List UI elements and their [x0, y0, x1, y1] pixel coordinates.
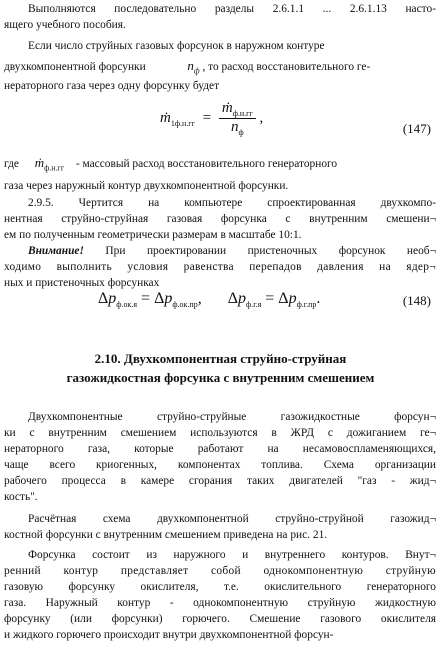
- equation-147: ṁ$_{1ф.н.гг}$ = $\frac{ṁ_{ф.н.гг}}{n_ф}$ ,: [160, 100, 264, 137]
- text-line: и жидкого горючего происходит внутри двухкомпонентной форсун-: [4, 629, 334, 641]
- text-line: нераторного газа через одну форсунку будет: [4, 80, 220, 92]
- text-line: Внимание! При проектировании пристеночных форсунок необ¬: [28, 245, 436, 257]
- text-line: костной форсунки с внутренним смешением приведена на рис. 21.: [4, 529, 328, 541]
- text-line: нераторного газа, которые работают на несамовоспламеняющихся,: [4, 443, 436, 455]
- text-line: Если число струйных газовых форсунок в наружном контуре: [28, 40, 325, 52]
- text-line: газа. Наружный контур - однокомпонентную струйную жидкостную: [4, 597, 436, 609]
- variable-n-phi: $n_ф$: [187, 59, 200, 76]
- text-line: рабочего процесса в камере сгорания таких двигателей "газ - жид¬: [4, 475, 436, 487]
- text-line: кость".: [4, 491, 38, 503]
- equation-number: (147): [402, 121, 431, 136]
- fraction: $\frac{ṁ_{ф.н.гг}}{n_ф}$: [219, 100, 256, 137]
- text-line-with-variable: где ṁ$_{ф.н.гг}$ - массовый расход восстановительного генераторного: [4, 156, 338, 173]
- section-heading-line2: газожидкостная форсунка с внутренним смешением: [66, 370, 375, 385]
- text-line: Форсунка состоит из наружного и внутреннего контуров. Внут¬: [28, 549, 436, 561]
- section-heading-line1: 2.10. Двухкомпонентная струйно-струйная: [94, 351, 347, 366]
- text-line: Расчётная схема двухкомпонентной струйно-струйной газожид¬: [28, 513, 436, 525]
- text-line: ренний контур представляет собой однокомпонентную струйную: [4, 565, 436, 577]
- text-line: нентная струйно-струйная газовая форсунка с внутренним смешени¬: [4, 213, 436, 225]
- text-line: Выполняются последовательно разделы 2.6.1.1 ... 2.6.1.13 насто-: [28, 3, 436, 15]
- text-line-with-variable: [4, 59, 436, 79]
- text-line: Двухкомпонентные струйно-струйные газожидкостные форсун¬: [28, 411, 436, 423]
- text-line: 2.9.5. Чертится на компьютере спроектированная двухкомпо-: [28, 197, 436, 209]
- text-line: ящего учебного пособия.: [4, 19, 126, 31]
- text-line: газа через наружный контур двухкомпонентной форсунки.: [4, 180, 289, 192]
- text-line: ем по полученным геометрически размерам в масштабе 10:1.: [4, 229, 302, 241]
- equation-number: (148): [402, 293, 431, 308]
- text-line: ных и пристеночных форсунках: [4, 277, 160, 289]
- text-line: газовую форсунку окислителя, т.е. окислительного генераторного: [4, 581, 436, 593]
- equation-148: $\Delta p_{ф.ок.я} = \Delta p_{ф.ок.пр}$, $\Delta p_{ф.г.я} = \Delta p_{ф.г.пр}$.: [98, 290, 321, 310]
- text-fragment: двухкомпонентной форсунки: [4, 61, 146, 73]
- text-line: ходимо выполнить условия равенства перепадов давления на ядер¬: [4, 261, 436, 273]
- text-line: чаще всего криогенных, компонентах топлива. Схема организации: [4, 459, 436, 471]
- text-line: форсунку (или форсунки) горючего. Смешение газового окислителя: [4, 613, 436, 625]
- text-line: ки с внутренним смешением используются в ЖРД с дожиганием ге¬: [4, 427, 436, 439]
- text-fragment: , то расход восстановительного ге-: [202, 61, 371, 73]
- emphasis-label: Внимание!: [28, 245, 84, 257]
